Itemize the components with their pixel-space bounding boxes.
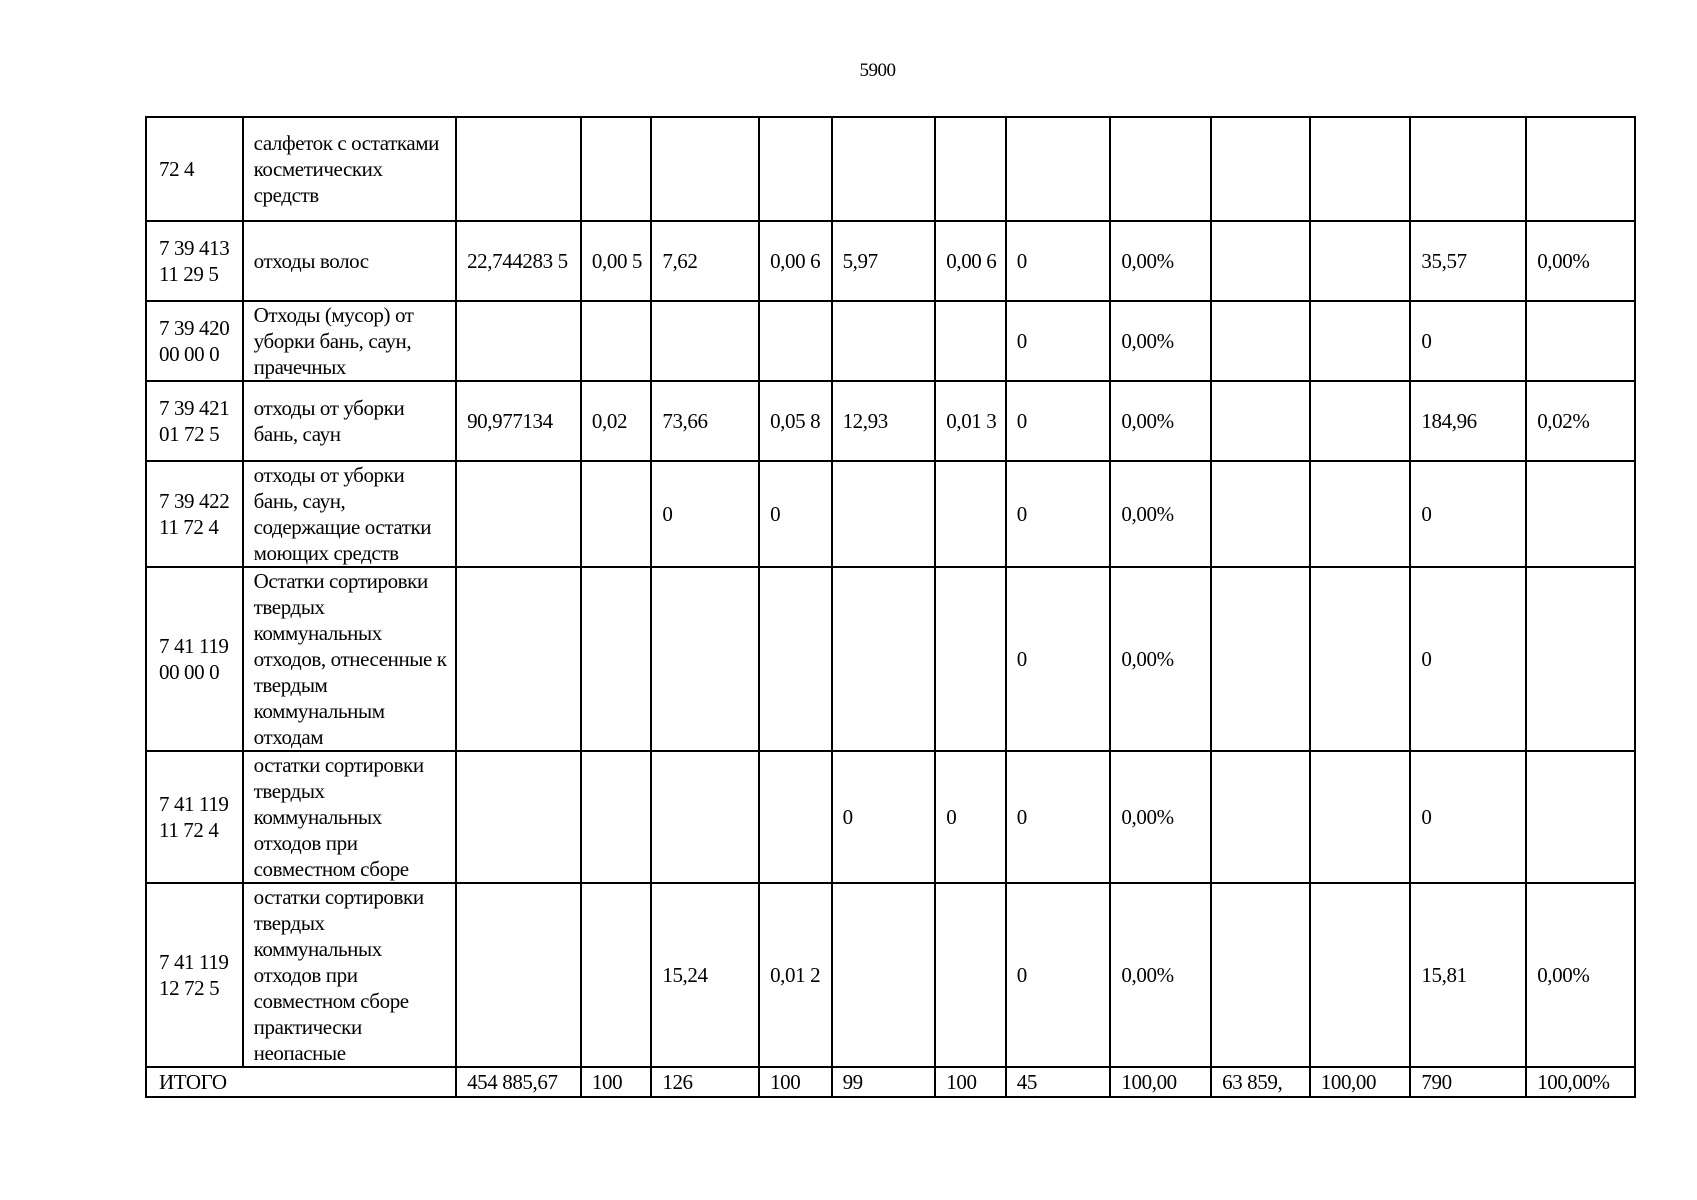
cell-c9: 0 <box>1006 301 1111 381</box>
cell-c11 <box>1211 883 1310 1067</box>
cell-c4 <box>581 567 651 751</box>
table-row <box>146 221 1635 301</box>
cell-c10: 0,00% <box>1110 751 1211 883</box>
cell-c10: 0,00% <box>1110 301 1211 381</box>
cell-c14 <box>1526 117 1635 221</box>
total-cell-c3: 454 885,67 <box>456 1067 581 1097</box>
cell-c8 <box>935 117 1005 221</box>
cell-c10: 0,00% <box>1110 221 1211 301</box>
cell-c8 <box>935 461 1005 567</box>
cell-c6: 0 <box>759 461 831 567</box>
waste-table <box>145 116 1636 1098</box>
total-cell-c8: 100 <box>935 1067 1005 1097</box>
cell-c12 <box>1310 461 1411 567</box>
cell-c8: 0,00 6 <box>935 221 1005 301</box>
cell-c10 <box>1110 117 1211 221</box>
cell-code: 7 41 119 00 00 0 <box>146 567 243 751</box>
cell-c13: 0 <box>1410 301 1526 381</box>
cell-c14 <box>1526 301 1635 381</box>
table-row <box>146 751 1635 883</box>
cell-c14 <box>1526 461 1635 567</box>
cell-c11 <box>1211 301 1310 381</box>
cell-c7: 5,97 <box>832 221 936 301</box>
cell-c9: 0 <box>1006 461 1111 567</box>
cell-code: 7 39 420 00 00 0 <box>146 301 243 381</box>
cell-c5 <box>651 301 759 381</box>
total-cell-c5: 126 <box>651 1067 759 1097</box>
table-row <box>146 461 1635 567</box>
table-row <box>146 381 1635 461</box>
cell-c6 <box>759 117 831 221</box>
cell-c3 <box>456 301 581 381</box>
cell-c7 <box>832 117 936 221</box>
cell-c14: 0,00% <box>1526 883 1635 1067</box>
cell-c11 <box>1211 461 1310 567</box>
cell-c8 <box>935 301 1005 381</box>
total-cell-c14: 100,00% <box>1526 1067 1635 1097</box>
cell-c10: 0,00% <box>1110 381 1211 461</box>
cell-c3 <box>456 567 581 751</box>
cell-code: 7 41 119 11 72 4 <box>146 751 243 883</box>
cell-c9: 0 <box>1006 751 1111 883</box>
total-cell-c11: 63 859, <box>1211 1067 1310 1097</box>
cell-c7 <box>832 301 936 381</box>
cell-c5 <box>651 117 759 221</box>
cell-c3: 90,977134 <box>456 381 581 461</box>
cell-name: салфеток с остатками косметических средств <box>243 117 456 221</box>
cell-name: остатки сортировки твердых коммунальных отходов при совместном сборе практически неопасные <box>243 883 456 1067</box>
cell-name: Отходы (мусор) от уборки бань, саун, прачечных <box>243 301 456 381</box>
cell-c11 <box>1211 381 1310 461</box>
cell-c8 <box>935 567 1005 751</box>
cell-c13: 184,96 <box>1410 381 1526 461</box>
cell-code: 7 39 413 11 29 5 <box>146 221 243 301</box>
total-cell-c10: 100,00 <box>1110 1067 1211 1097</box>
cell-c8 <box>935 883 1005 1067</box>
cell-c6: 0,00 6 <box>759 221 831 301</box>
cell-c8: 0 <box>935 751 1005 883</box>
cell-c9 <box>1006 117 1111 221</box>
cell-c12 <box>1310 117 1411 221</box>
cell-c7 <box>832 567 936 751</box>
total-cell-c13: 790 <box>1410 1067 1526 1097</box>
cell-c5 <box>651 567 759 751</box>
cell-c6 <box>759 751 831 883</box>
cell-c7 <box>832 883 936 1067</box>
table-row <box>146 301 1635 381</box>
cell-c9: 0 <box>1006 221 1111 301</box>
total-cell-c7: 99 <box>832 1067 936 1097</box>
cell-c13: 0 <box>1410 461 1526 567</box>
cell-c3: 22,744283 5 <box>456 221 581 301</box>
total-row <box>146 1067 1635 1097</box>
cell-c13: 0 <box>1410 567 1526 751</box>
cell-c10: 0,00% <box>1110 461 1211 567</box>
cell-c12 <box>1310 567 1411 751</box>
cell-c4 <box>581 117 651 221</box>
total-cell-c9: 45 <box>1006 1067 1111 1097</box>
cell-c14: 0,00% <box>1526 221 1635 301</box>
cell-c11 <box>1211 117 1310 221</box>
cell-c4 <box>581 883 651 1067</box>
total-cell-c6: 100 <box>759 1067 831 1097</box>
cell-c13: 35,57 <box>1410 221 1526 301</box>
cell-c14 <box>1526 567 1635 751</box>
cell-c12 <box>1310 883 1411 1067</box>
cell-c5: 7,62 <box>651 221 759 301</box>
cell-c12 <box>1310 221 1411 301</box>
total-label: ИТОГО <box>146 1067 456 1097</box>
cell-c11 <box>1211 751 1310 883</box>
cell-c7: 12,93 <box>832 381 936 461</box>
cell-c5: 0 <box>651 461 759 567</box>
table-row <box>146 567 1635 751</box>
cell-c4 <box>581 301 651 381</box>
cell-c6: 0,05 8 <box>759 381 831 461</box>
cell-c9: 0 <box>1006 567 1111 751</box>
cell-c5: 73,66 <box>651 381 759 461</box>
cell-name: отходы от уборки бань, саун <box>243 381 456 461</box>
cell-c9: 0 <box>1006 381 1111 461</box>
cell-c7 <box>832 461 936 567</box>
table-row <box>146 883 1635 1067</box>
cell-c14: 0,02% <box>1526 381 1635 461</box>
cell-c4: 0,02 <box>581 381 651 461</box>
cell-c4: 0,00 5 <box>581 221 651 301</box>
cell-c12 <box>1310 301 1411 381</box>
page-number: 5900 <box>859 60 896 81</box>
cell-c5 <box>651 751 759 883</box>
cell-c6 <box>759 301 831 381</box>
cell-code: 72 4 <box>146 117 243 221</box>
cell-c3 <box>456 461 581 567</box>
cell-name: отходы волос <box>243 221 456 301</box>
cell-code: 7 41 119 12 72 5 <box>146 883 243 1067</box>
cell-c3 <box>456 883 581 1067</box>
cell-c4 <box>581 461 651 567</box>
cell-c11 <box>1211 221 1310 301</box>
cell-c10: 0,00% <box>1110 567 1211 751</box>
cell-name: Остатки сортировки твердых коммунальных отходов, отнесенные к твердым коммунальным отходам <box>243 567 456 751</box>
table-row <box>146 117 1635 221</box>
cell-code: 7 39 421 01 72 5 <box>146 381 243 461</box>
table-body <box>146 117 1635 1097</box>
cell-c13: 0 <box>1410 751 1526 883</box>
cell-c4 <box>581 751 651 883</box>
cell-c12 <box>1310 751 1411 883</box>
total-cell-c12: 100,00 <box>1310 1067 1411 1097</box>
cell-c13: 15,81 <box>1410 883 1526 1067</box>
cell-c7: 0 <box>832 751 936 883</box>
cell-c3 <box>456 117 581 221</box>
cell-c8: 0,01 3 <box>935 381 1005 461</box>
cell-c3 <box>456 751 581 883</box>
cell-name: остатки сортировки твердых коммунальных отходов при совместном сборе <box>243 751 456 883</box>
cell-c9: 0 <box>1006 883 1111 1067</box>
cell-c14 <box>1526 751 1635 883</box>
cell-c11 <box>1211 567 1310 751</box>
cell-c6: 0,01 2 <box>759 883 831 1067</box>
cell-code: 7 39 422 11 72 4 <box>146 461 243 567</box>
total-cell-c4: 100 <box>581 1067 651 1097</box>
cell-c13 <box>1410 117 1526 221</box>
cell-name: отходы от уборки бань, саун, содержащие остатки моющих средств <box>243 461 456 567</box>
cell-c10: 0,00% <box>1110 883 1211 1067</box>
cell-c5: 15,24 <box>651 883 759 1067</box>
cell-c12 <box>1310 381 1411 461</box>
cell-c6 <box>759 567 831 751</box>
